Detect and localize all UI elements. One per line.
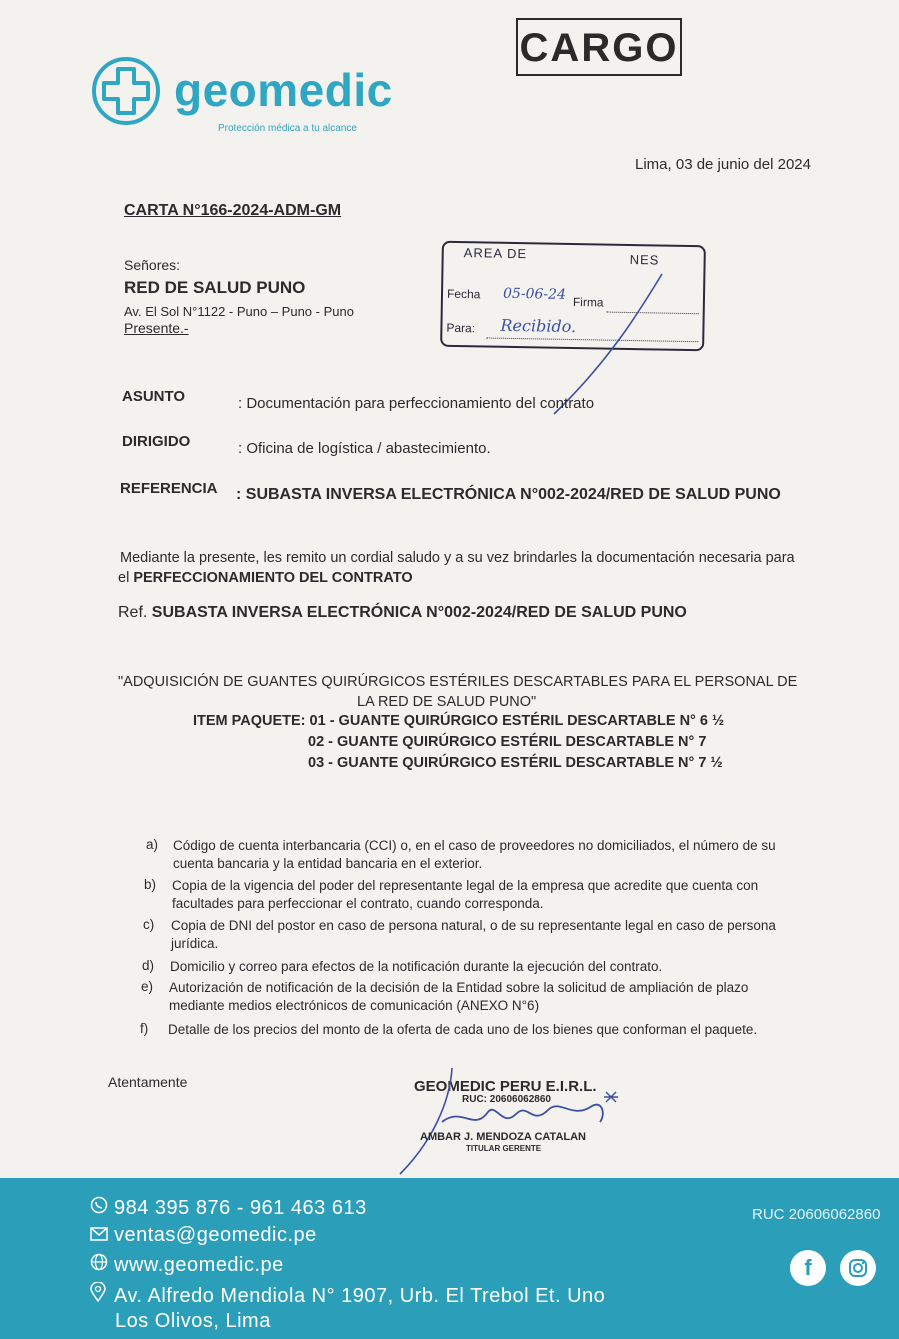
- stamp-firma-label: Firma: [572, 295, 604, 310]
- geomedic-logo: [90, 55, 420, 145]
- referencia-value: : SUBASTA INVERSA ELECTRÓNICA N°002-2024/RED DE SALUD PUNO: [236, 486, 781, 503]
- ref-line: [118, 604, 687, 622]
- addressee-presente: Presente.-: [124, 320, 189, 336]
- brand-name: geomedic: [174, 64, 393, 116]
- req-f-text: Detalle de los precios del monto de la oferta de cada uno de los bienes que conforman el paquete.: [168, 1022, 758, 1037]
- asunto-value: : Documentación para perfeccionamiento del contrato: [238, 395, 595, 412]
- req-c-letter: c): [143, 917, 155, 932]
- ref-bold: SUBASTA INVERSA ELECTRÓNICA N°002-2024/RED DE SALUD PUNO: [151, 604, 687, 621]
- asunto-label: ASUNTO: [122, 388, 186, 405]
- medical-cross-logo-icon: [90, 55, 162, 127]
- signature-ruc: RUC: 20606062860: [462, 1094, 551, 1105]
- footer-ruc: RUC 20606062860: [752, 1206, 881, 1223]
- footer-address-2: Los Olivos, Lima: [115, 1310, 271, 1332]
- req-e-text: Autorización de notificación de la decisión de la Entidad sobre la solicitud de ampliación de plazo mediante medios electrónicos de comunicación (ANEXO N°6): [169, 980, 749, 1013]
- title-line-1: "ADQUISICIÓN DE GUANTES QUIRÚRGICOS ESTÉRILES DESCARTABLES PARA EL PERSONAL DE: [118, 674, 798, 690]
- closing-atentamente: Atentamente: [108, 1074, 188, 1090]
- addressee-address: Av. El Sol N°1122 - Puno – Puno - Puno: [124, 304, 354, 319]
- referencia-label: REFERENCIA: [120, 480, 218, 497]
- mail-icon: [90, 1224, 114, 1247]
- req-c-text: Copia de DNI del postor en caso de persona natural, o de su representante legal en caso de persona jurídica.: [171, 918, 776, 951]
- intro-line-2: [118, 570, 413, 586]
- stamp-para-value: Recibido.: [500, 315, 577, 337]
- stamp-area-text: AREA DE: [463, 245, 528, 262]
- signature-role: TITULAR GERENTE: [466, 1144, 542, 1153]
- req-a-letter: a): [146, 837, 159, 852]
- dirigido-label: DIRIGIDO: [122, 433, 191, 450]
- footer-band: [0, 1178, 899, 1339]
- req-d-letter: d): [142, 958, 155, 973]
- stamp-top-right-text: NES: [629, 251, 660, 268]
- item-1: ITEM PAQUETE: 01 - GUANTE QUIRÚRGICO ESTÉRIL DESCARTABLE N° 6 ½: [193, 713, 725, 729]
- signature-company: GEOMEDIC PERU E.I.R.L.: [414, 1078, 597, 1095]
- ref-prefix: Ref.: [118, 604, 152, 621]
- footer-phones: 984 395 876 - 961 463 613: [114, 1197, 367, 1219]
- location-icon: [90, 1282, 114, 1308]
- intro-bold: PERFECCIONAMIENTO DEL CONTRATO: [133, 570, 413, 586]
- req-d-text: Domicilio y correo para efectos de la notificación durante la ejecución del contrato.: [170, 959, 663, 974]
- req-f-letter: f): [140, 1021, 149, 1036]
- brand-tagline: Protección médica a tu alcance: [218, 123, 357, 134]
- letter-code: CARTA N°166-2024-ADM-GM: [124, 202, 342, 219]
- footer-email-row: [90, 1224, 317, 1247]
- req-b-letter: b): [144, 877, 157, 892]
- stamp-fecha-label: Fecha: [446, 286, 481, 302]
- req-a-text: Código de cuenta interbancaria (CCI) o, en el caso de proveedores no domiciliados, el número de su cuenta bancaria y la entidad bancaria en el exterior.: [173, 838, 776, 871]
- handwritten-signature: [392, 1062, 632, 1182]
- intro-prefix: el: [118, 570, 134, 586]
- footer-phones-row: [90, 1196, 367, 1220]
- footer-address-1: Av. Alfredo Mendiola N° 1907, Urb. El Trebol Et. Uno: [114, 1285, 606, 1307]
- footer-web-row: [90, 1253, 284, 1277]
- stamp-fecha-value: 05-06-24: [502, 285, 567, 303]
- facebook-icon[interactable]: f: [790, 1250, 826, 1286]
- signature-name: AMBAR J. MENDOZA CATALAN: [420, 1131, 587, 1143]
- footer-address-row: [90, 1282, 605, 1308]
- cargo-stamp: CARGO: [516, 18, 682, 76]
- req-b-text: Copia de la vigencia del poder del representante legal de la empresa que acredite que cuenta con facultades para perfeccionar el contrato, cuando corresponda.: [172, 878, 759, 911]
- item-2: 02 - GUANTE QUIRÚRGICO ESTÉRIL DESCARTABLE N° 7: [308, 734, 707, 750]
- addressee-label: Señores:: [124, 257, 181, 273]
- letter-date: Lima, 03 de junio del 2024: [635, 156, 811, 173]
- instagram-icon[interactable]: [840, 1250, 876, 1286]
- footer-email[interactable]: ventas@geomedic.pe: [114, 1224, 317, 1246]
- whatsapp-icon: [90, 1196, 114, 1220]
- item-3: 03 - GUANTE QUIRÚRGICO ESTÉRIL DESCARTABLE N° 7 ½: [308, 755, 723, 771]
- footer-web[interactable]: www.geomedic.pe: [114, 1254, 284, 1276]
- dirigido-value: : Oficina de logística / abastecimiento.: [238, 440, 491, 457]
- globe-icon: [90, 1253, 114, 1277]
- addressee-name: RED DE SALUD PUNO: [124, 278, 306, 297]
- intro-line-1: Mediante la presente, les remito un cordial saludo y a su vez brindarles la documentación necesaria para: [120, 550, 795, 566]
- stamp-para-label: Para:: [446, 320, 476, 336]
- title-line-2: LA RED DE SALUD PUNO": [357, 694, 537, 710]
- req-e-letter: e): [141, 979, 154, 994]
